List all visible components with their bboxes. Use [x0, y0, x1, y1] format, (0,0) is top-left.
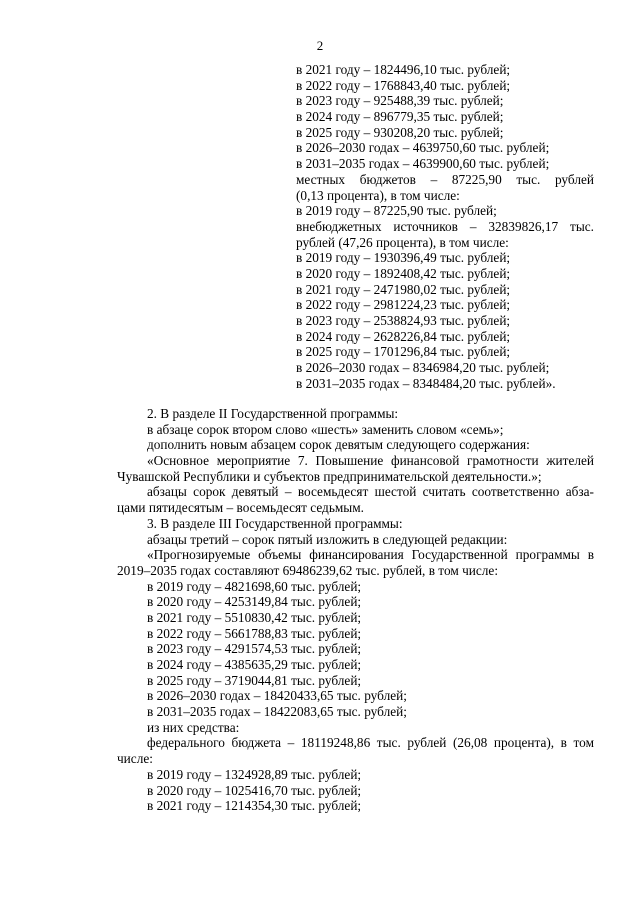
text-line: цами пятидесятым – восемьдесят седьмым.: [117, 500, 364, 516]
text-line: в 2020 году – 4253149,84 тыс. рублей;: [147, 594, 362, 610]
text-line: в 2023 году – 925488,39 тыс. рублей;: [296, 93, 504, 109]
text-line: абзацы сорок девятый – восемьдесят шестой считать соответственно абза-: [147, 484, 594, 500]
text-line: в 2019 году – 1930396,49 тыс. рублей;: [296, 250, 511, 266]
text-line: дополнить новым абзацем сорок девятым следующего содержания:: [147, 437, 530, 453]
main-body-text: [117, 406, 594, 814]
page-number: 2: [316, 38, 324, 53]
text-line: в 2026–2030 годах – 8346984,20 тыс. рублей;: [296, 360, 550, 376]
text-line: 3. В разделе III Государственной программы:: [147, 515, 403, 531]
text-line: в 2021 году – 2471980,02 тыс. рублей;: [296, 281, 511, 297]
text-line: федерального бюджета – 18119248,86 тыс. рублей (26,08 процента), в том: [147, 735, 594, 751]
text-line: 2. В разделе II Государственной программы:: [147, 406, 399, 421]
text-line: в 2022 году – 5661788,83 тыс. рублей;: [147, 625, 362, 641]
text-line: в 2023 году – 4291574,53 тыс. рублей;: [147, 641, 362, 657]
text-line: (0,13 процента), в том числе:: [296, 187, 460, 203]
text-line: в 2021 году – 1824496,10 тыс. рублей;: [296, 62, 511, 77]
text-line: 2019–2035 годах составляют 69486239,62 тыс. рублей, в том числе:: [117, 562, 499, 578]
text-line: в 2024 году – 2628226,84 тыс. рублей;: [296, 328, 511, 344]
text-line: рублей (47,26 процента), в том числе:: [296, 234, 509, 250]
text-line: «Основное мероприятие 7. Повышение финансовой грамотности жителей: [147, 453, 594, 469]
text-line: в 2025 году – 930208,20 тыс. рублей;: [296, 124, 504, 140]
text-line: внебюджетных источников – 32839826,17 тыс.: [296, 218, 594, 234]
text-line: в 2020 году – 1025416,70 тыс. рублей;: [147, 782, 362, 798]
right-column-text: [296, 62, 594, 391]
text-line: в 2019 году – 1324928,89 тыс. рублей;: [147, 766, 362, 782]
text-line: местных бюджетов – 87225,90 тыс. рублей: [296, 171, 594, 187]
text-line: в 2022 году – 1768843,40 тыс. рублей;: [296, 77, 511, 93]
text-line: из них средства:: [147, 719, 240, 735]
text-line: в абзаце сорок втором слово «шесть» заменить словом «семь»;: [147, 421, 504, 437]
text-line: числе:: [117, 751, 153, 767]
text-line: в 2019 году – 87225,90 тыс. рублей;: [296, 203, 497, 219]
text-line: в 2021 году – 1214354,30 тыс. рублей;: [147, 798, 362, 814]
text-line: в 2024 году – 896779,35 тыс. рублей;: [296, 109, 504, 125]
text-line: в 2031–2035 годах – 8348484,20 тыс. рублей».: [296, 375, 556, 391]
text-line: в 2022 году – 2981224,23 тыс. рублей;: [296, 297, 511, 313]
text-line: в 2031–2035 годах – 18422083,65 тыс. рублей;: [147, 704, 407, 720]
text-line: в 2024 году – 4385635,29 тыс. рублей;: [147, 657, 362, 672]
text-line: Чувашской Республики и субъектов предпринимательской деятельности.»;: [117, 468, 542, 484]
text-line: в 2021 году – 5510830,42 тыс. рублей;: [147, 609, 362, 625]
text-line: в 2023 году – 2538824,93 тыс. рублей;: [296, 313, 511, 328]
text-line: абзацы третий – сорок пятый изложить в следующей редакции:: [147, 531, 508, 547]
text-line: в 2026–2030 годах – 4639750,60 тыс. рублей;: [296, 140, 550, 156]
text-line: в 2019 году – 4821698,60 тыс. рублей;: [147, 578, 362, 594]
text-line: в 2025 году – 1701296,84 тыс. рублей;: [296, 344, 511, 360]
text-line: в 2026–2030 годах – 18420433,65 тыс. рублей;: [147, 688, 407, 704]
text-line: «Прогнозируемые объемы финансирования Государственной программы в: [147, 547, 594, 563]
text-line: в 2031–2035 годах – 4639900,60 тыс. рублей;: [296, 156, 550, 172]
text-line: в 2020 году – 1892408,42 тыс. рублей;: [296, 265, 511, 281]
text-line: в 2025 году – 3719044,81 тыс. рублей;: [147, 672, 362, 688]
